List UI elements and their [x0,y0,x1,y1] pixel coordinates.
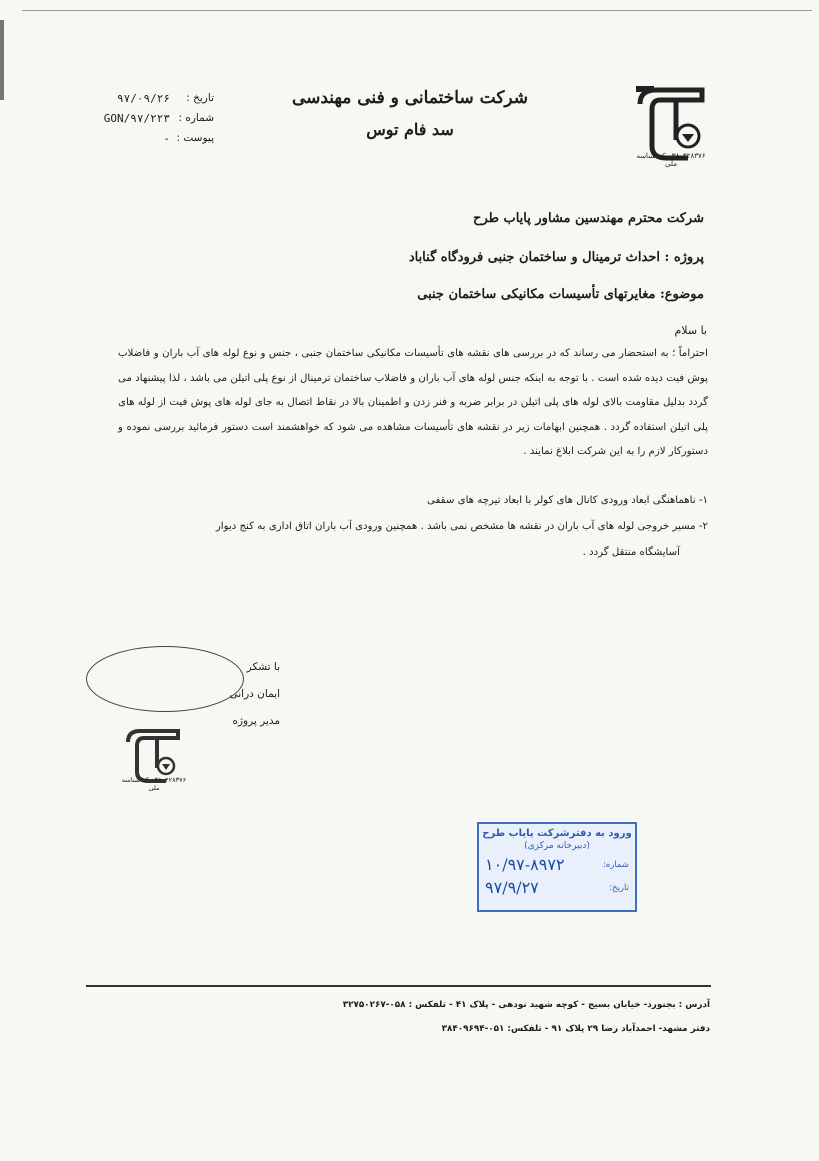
stamp-date-value: ۹۷/۹/۲۷ [485,878,539,897]
scan-edge-line [22,10,812,11]
attachment-value: - [163,131,170,145]
letter-body [118,342,708,465]
stamp-number-label: شماره: [602,859,629,870]
receipt-stamp [477,822,637,912]
letter-meta [84,88,214,148]
signer-name: ایمان درانی [229,688,280,700]
footer-address-line: آدرس : بجنورد- خیابان بسیج - کوچه شهید نودهی - پلاک ۴۱ - تلفکس : ۰۵۸-۳۲۷۵۰۲۶۷ [342,1000,710,1010]
attachment-row [84,128,214,148]
attachment-label: پیوست : [176,132,214,144]
issue-item-2-continued: آسایشگاه منتقل گردد . [582,547,680,558]
signature-block [130,654,280,735]
stamp-date-label: تاریخ: [609,882,629,893]
signer-title: مدیر پروژه [232,715,280,727]
stamp-number-row [479,855,635,874]
footer-divider [86,985,711,987]
closing-text: با تشکر [246,661,280,673]
footer-office-line: دفتر مشهد- احمدآباد رضا ۲۹ پلاک ۹۱ - تلفکس: ۰۵۱-۳۸۴۰۹۶۹۴ [441,1024,710,1034]
stamp-number-value: ۱۰/۹۷-۸۹۷۲ [485,855,565,874]
addressee: شرکت محترم مهندسین مشاور پایاب طرح [473,211,704,226]
company-subname: سد فام توس [366,120,454,139]
stamp-date-row [479,878,635,897]
company-reg-number: ۰۳۸۰۴۲۸۳۷۶-کد شناسه ملی [636,152,706,168]
date-row [84,88,214,108]
issue-item-1: ۱- ناهماهنگی ابعاد ورودی کانال های کولر با ابعاد تیرچه های سقفی [427,495,708,506]
stamp-title: ورود به دفترشرکت پایاب طرح [482,828,632,839]
company-name: شرکت ساختمانی و فنی مهندسی [291,88,529,108]
company-header [270,86,550,139]
number-value: GON/۹۷/۲۲۳ [103,111,170,125]
subject-line: موضوع: مغایرتهای تأسیسات مکانیکی ساختمان جنبی [417,287,704,302]
date-value: ۹۷/۰۹/۲۶ [117,91,170,105]
project-line: پروژه : احداث ترمینال و ساختمان جنبی فرودگاه گناباد [408,250,704,265]
issues-list [118,488,708,566]
body-paragraph: احتراماً ؛ به استحضار می رساند که در بررسی های نقشه های تأسیسات مکانیکی ساختمان جنبی ، جنس و نوع لوله های آب باران و فاضلاب پوش فیت دیده شده است . با توجه به اینکه جنس لوله های آب باران و فاضلاب ساختمان ترمینال از نوع پلی اتیلن می باشد ، لذا پیشنهاد می گردد بدلیل مقاومت بالای لوله های پلی اتیلن در برابر ضربه و فنر زدن و اطمینان بالا در نقاط اتصال به جای لوله های پوش فیت از لوله های پلی اتیلن استفاده گردد . همچنین ابهامات زیر در نقشه های تأسیسات مشاهده می شود که خواهشمند است دستور فرمائید بررسی نموده و دستورکار لازم را به این شرکت ابلاغ نمایند . [118,348,708,457]
seal-reg-number: ۰۳۸۰۴۲۸۳۷۶-کد شناسه ملی [121,776,187,792]
greeting: با سلام [674,324,707,337]
scan-edge-mark [0,20,4,100]
date-label: تاریخ : [186,92,214,104]
issue-item-2: ۲- مسیر خروجی لوله های آب باران در نقشه ها مشخص نمی باشد . همچنین ورودی آب باران اتاق اداری به کنج دیوار [215,521,708,532]
footer-address [330,993,710,1041]
stamp-subtitle: (دبیرخانه مرکزی) [524,841,590,851]
number-row [84,108,214,128]
number-label: شماره : [178,112,214,124]
